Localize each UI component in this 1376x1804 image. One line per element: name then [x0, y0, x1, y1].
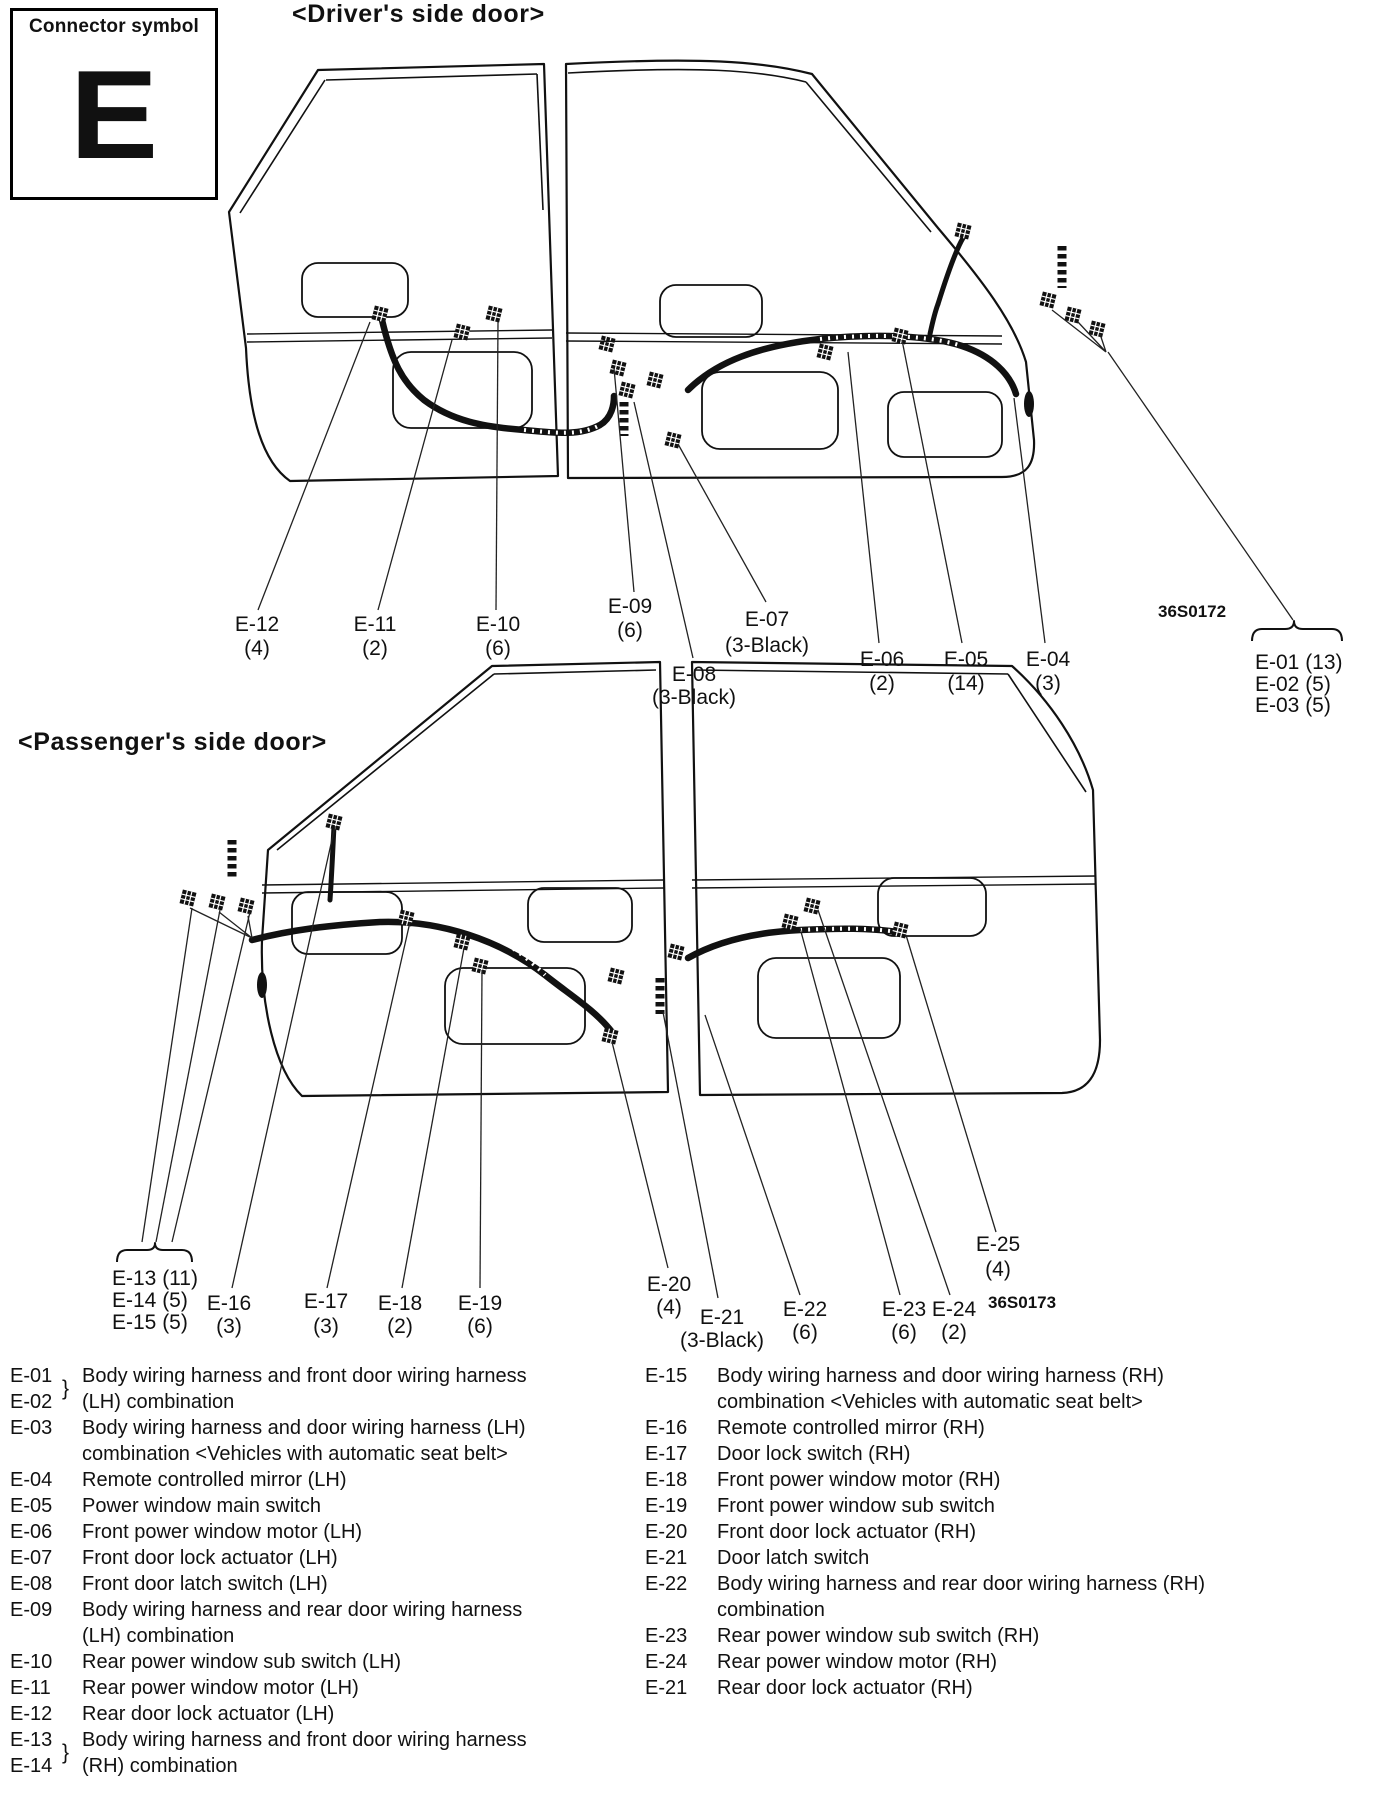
passenger-group-brace	[117, 1243, 192, 1262]
legend-row	[645, 1493, 1371, 1519]
legend-code: E-19	[645, 1495, 688, 1517]
legend-desc: Rear power window motor (LH)	[82, 1677, 359, 1699]
legend-code: E-18	[645, 1469, 688, 1491]
connector-marker	[372, 306, 389, 323]
legend-row	[10, 1571, 642, 1597]
legend-code: E-11	[10, 1677, 51, 1699]
connector-marker	[892, 328, 909, 345]
legend-code: E-03	[10, 1417, 53, 1439]
legend-code: E-09	[10, 1599, 53, 1621]
passenger-rear-door-outline	[692, 662, 1100, 1095]
legend-left-column	[10, 1363, 642, 1779]
legend-desc: Front door latch switch (LH)	[82, 1573, 328, 1595]
connector-marker	[180, 890, 197, 907]
legend-desc: Front power window motor (RH)	[717, 1469, 1001, 1491]
legend-desc: Body wiring harness and rear door wiring harness (LH) combination	[82, 1599, 523, 1647]
legend-code: E-07	[10, 1547, 53, 1569]
connector-marker	[599, 336, 616, 353]
legend-row	[10, 1701, 642, 1727]
connector-symbol-letter: E	[69, 44, 159, 185]
connector-pins-e20: (4)	[656, 1296, 682, 1319]
connector-marker	[472, 958, 489, 975]
connector-marker	[804, 898, 821, 915]
connector-pins-e18: (2)	[387, 1315, 413, 1338]
legend-code: E-01	[10, 1365, 53, 1387]
connector-marker	[955, 223, 972, 240]
legend-row	[10, 1493, 642, 1519]
connector-pins-e19: (6)	[467, 1315, 493, 1338]
legend-code: E-10	[10, 1651, 53, 1673]
legend-brace: }	[62, 1377, 70, 1400]
legend-row	[10, 1363, 642, 1415]
legend-code: E-21	[645, 1677, 688, 1699]
connector-pins-e24: (2)	[941, 1321, 967, 1344]
legend-desc: Door latch switch	[717, 1547, 870, 1569]
connector-label-e06: E-06	[859, 648, 905, 671]
figure-code-passenger: 36S0173	[988, 1293, 1057, 1312]
legend-desc: Front door lock actuator (RH)	[717, 1521, 976, 1543]
figure-code-driver: 36S0172	[1158, 602, 1227, 621]
connector-label-e01: E-01 (13)	[1255, 651, 1343, 674]
legend-row	[10, 1415, 642, 1467]
legend-row	[10, 1545, 642, 1571]
legend-desc: Body wiring harness and door wiring harness (RH) combination <Vehicles with automatic seat belt>	[717, 1365, 1164, 1413]
legend-code: E-13	[10, 1729, 53, 1751]
legend-row	[10, 1727, 642, 1779]
legend-code: E-20	[645, 1521, 688, 1543]
legend-row	[10, 1519, 642, 1545]
legend-row	[10, 1597, 642, 1649]
connector-label-e10: E-10	[475, 613, 521, 636]
connector-pins-e12: (4)	[244, 637, 270, 660]
connector-label-e18: E-18	[377, 1292, 423, 1315]
connector-label-e20: E-20	[646, 1273, 692, 1296]
legend-desc: Front door lock actuator (LH)	[82, 1547, 338, 1569]
connector-label-e15: E-15 (5)	[112, 1311, 188, 1334]
driver-rear-door-harness	[372, 306, 636, 436]
connector-marker	[486, 306, 503, 323]
connector-marker	[602, 1028, 619, 1045]
passenger-connector-labels	[207, 1233, 1020, 1352]
connector-label-e09: E-09	[607, 595, 653, 618]
legend-row	[10, 1675, 642, 1701]
legend-desc: Rear power window sub switch (LH)	[82, 1651, 402, 1673]
legend-code: E-22	[645, 1573, 688, 1595]
connector-pins-e22: (6)	[792, 1321, 818, 1344]
connector-pins-e25: (4)	[985, 1258, 1011, 1281]
legend-desc: Rear door lock actuator (RH)	[717, 1677, 973, 1699]
legend-row	[645, 1415, 1371, 1441]
legend-desc: Rear power window motor (RH)	[717, 1651, 998, 1673]
grommet	[257, 972, 267, 998]
connector-pins-e09: (6)	[617, 619, 643, 642]
connector-marker	[619, 382, 636, 399]
connector-marker	[610, 360, 627, 377]
connector-label-e05: E-05	[943, 648, 989, 671]
driver-front-door-harness	[647, 223, 1106, 449]
legend-code: E-05	[10, 1495, 53, 1517]
driver-front-door-outline	[566, 61, 1034, 478]
connector-marker	[1040, 292, 1057, 309]
legend-row	[645, 1441, 1371, 1467]
driver-group-brace	[1252, 621, 1342, 641]
connector-label-e03: E-03 (5)	[1255, 694, 1331, 717]
connector-pins-e05: (14)	[947, 672, 985, 695]
passenger-leader-lines	[142, 826, 996, 1298]
connector-pins-e16: (3)	[216, 1315, 242, 1338]
legend-row	[645, 1545, 1371, 1571]
legend-right-column	[645, 1363, 1371, 1701]
connector-marker	[608, 968, 625, 985]
driver-rear-door-outline	[229, 64, 558, 481]
connector-pins-e04: (3)	[1035, 672, 1061, 695]
legend-row	[645, 1571, 1371, 1623]
connector-label-e12: E-12	[234, 613, 280, 636]
legend-row	[645, 1519, 1371, 1545]
grommet	[1024, 391, 1034, 417]
passenger-side-title: <Passenger's side door>	[18, 728, 327, 756]
driver-side-title: <Driver's side door>	[292, 0, 545, 28]
connector-pins-e17: (3)	[313, 1315, 339, 1338]
connector-marker	[209, 894, 226, 911]
legend-row	[645, 1363, 1371, 1415]
connector-marker	[238, 898, 255, 915]
legend-desc: Rear power window sub switch (RH)	[717, 1625, 1040, 1647]
legend-row	[10, 1467, 642, 1493]
connector-label-e21: E-21	[699, 1306, 745, 1329]
passenger-group-labels	[112, 1267, 198, 1334]
legend-desc: Remote controlled mirror (RH)	[717, 1417, 985, 1439]
legend-desc: Rear door lock actuator (LH)	[82, 1703, 335, 1725]
legend-code: E-06	[10, 1521, 53, 1543]
legend-desc: Body wiring harness and front door wiring harness (LH) combination	[82, 1365, 527, 1413]
legend-code: E-24	[645, 1651, 688, 1673]
connector-marker	[647, 372, 664, 389]
connector-marker	[817, 344, 834, 361]
connector-label-e14: E-14 (5)	[112, 1289, 188, 1312]
connector-pins-e06: (2)	[869, 672, 895, 695]
connector-label-e19: E-19	[457, 1292, 503, 1315]
legend-code: E-17	[645, 1443, 688, 1465]
connector-label-e07: E-07	[744, 608, 790, 631]
legend-code: E-15	[645, 1365, 688, 1387]
driver-side-diagram	[0, 0, 1376, 730]
connector-label-e22: E-22	[782, 1298, 828, 1321]
connector-pins-e07: (3-Black)	[724, 634, 810, 657]
legend-row	[645, 1675, 1371, 1701]
legend-code: E-21	[645, 1547, 688, 1569]
connector-label-e23: E-23	[881, 1298, 927, 1321]
connector-pins-e21: (3-Black)	[679, 1329, 765, 1352]
passenger-side-diagram	[0, 650, 1376, 1360]
connector-label-e13: E-13 (11)	[112, 1267, 198, 1290]
legend-desc: Remote controlled mirror (LH)	[82, 1469, 347, 1491]
legend-brace: }	[62, 1741, 70, 1764]
connector-pins-e10: (6)	[485, 637, 511, 660]
connector-label-e11: E-11	[353, 613, 397, 636]
legend-code: E-16	[645, 1417, 688, 1439]
legend-row	[645, 1467, 1371, 1493]
connector-label-e25: E-25	[975, 1233, 1021, 1256]
connector-symbol-title: Connector symbol	[29, 16, 199, 37]
connector-label-e17: E-17	[303, 1290, 349, 1313]
connector-label-e08: E-08	[671, 663, 717, 686]
legend-code: E-02	[10, 1391, 53, 1413]
legend-code: E-14	[10, 1755, 53, 1777]
connector-marker	[454, 324, 471, 341]
legend-row	[10, 1649, 642, 1675]
legend-row	[645, 1649, 1371, 1675]
legend-code: E-04	[10, 1469, 53, 1491]
legend-code: E-23	[645, 1625, 688, 1647]
connector-pins-e08: (3-Black)	[651, 686, 737, 709]
legend-desc: Body wiring harness and door wiring harness (LH) combination <Vehicles with automatic seat belt>	[82, 1417, 526, 1465]
legend-desc: Body wiring harness and front door wiring harness (RH) combination	[82, 1729, 527, 1777]
legend-desc: Body wiring harness and rear door wiring harness (RH) combination	[717, 1573, 1205, 1621]
legend-desc: Front power window sub switch	[717, 1495, 995, 1517]
connector-marker	[1089, 321, 1106, 338]
legend-code: E-12	[10, 1703, 53, 1725]
legend-row	[645, 1623, 1371, 1649]
connector-pins-e23: (6)	[891, 1321, 917, 1344]
connector-label-e16: E-16	[206, 1292, 252, 1315]
legend-code: E-08	[10, 1573, 53, 1595]
legend-desc: Door lock switch (RH)	[717, 1443, 911, 1465]
connector-label-e24: E-24	[931, 1298, 977, 1321]
connector-label-e02: E-02 (5)	[1255, 673, 1331, 696]
connector-pins-e11: (2)	[362, 637, 388, 660]
connector-label-e04: E-04	[1025, 648, 1071, 671]
legend-desc: Power window main switch	[82, 1495, 321, 1517]
connector-marker	[668, 944, 685, 961]
legend-desc: Front power window motor (LH)	[82, 1521, 363, 1543]
